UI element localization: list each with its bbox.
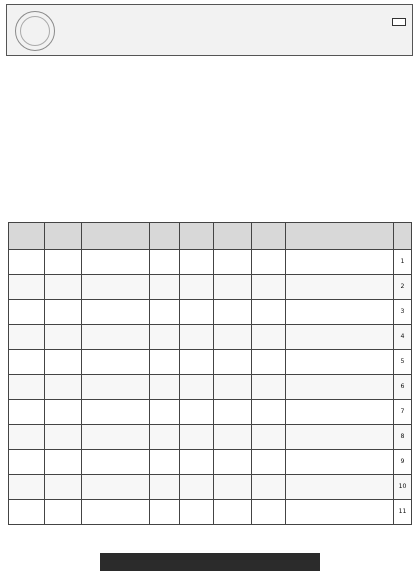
- cell-base-price: [82, 500, 150, 525]
- cell-row-number: 3: [394, 300, 412, 325]
- cell-address: [286, 450, 394, 475]
- cell-address: [286, 375, 394, 400]
- cell-usage: [214, 300, 252, 325]
- cell-base-price: [82, 450, 150, 475]
- properties-table-wrap: [8, 222, 411, 534]
- cell-usage: [214, 375, 252, 400]
- cell-usage: [214, 325, 252, 350]
- col-usage: [214, 223, 252, 250]
- table-row: [9, 400, 412, 425]
- cell-notes: [9, 500, 45, 525]
- cell-base-price: [82, 325, 150, 350]
- cell-file-no: [252, 400, 286, 425]
- cell-row-number: 11: [394, 500, 412, 525]
- cell-ownership: [180, 450, 214, 475]
- cell-base-price: [82, 250, 150, 275]
- col-file-no: [252, 223, 286, 250]
- cell-ownership: [180, 375, 214, 400]
- table-row: [9, 350, 412, 375]
- table-row: [9, 475, 412, 500]
- cell-usage: [214, 250, 252, 275]
- cell-file-no: [252, 350, 286, 375]
- cell-usage: [214, 475, 252, 500]
- cell-address: [286, 500, 394, 525]
- cell-notes: [9, 250, 45, 275]
- seal-icon: [15, 11, 55, 51]
- cell-conditions: [45, 350, 82, 375]
- cell-file-no: [252, 250, 286, 275]
- cell-notes: [9, 300, 45, 325]
- cell-address: [286, 275, 394, 300]
- col-notes: [9, 223, 45, 250]
- cell-area: [150, 425, 180, 450]
- cell-address: [286, 425, 394, 450]
- cell-base-price: [82, 425, 150, 450]
- cell-conditions: [45, 425, 82, 450]
- cell-row-number: 10: [394, 475, 412, 500]
- cell-conditions: [45, 475, 82, 500]
- cell-file-no: [252, 450, 286, 475]
- cell-file-no: [252, 375, 286, 400]
- cell-row-number: 4: [394, 325, 412, 350]
- cell-ownership: [180, 475, 214, 500]
- cell-base-price: [82, 300, 150, 325]
- table-header-row: [9, 223, 412, 250]
- cell-notes: [9, 350, 45, 375]
- cell-area: [150, 350, 180, 375]
- cell-address: [286, 250, 394, 275]
- cell-usage: [214, 350, 252, 375]
- cell-file-no: [252, 275, 286, 300]
- col-base-price: [82, 223, 150, 250]
- cell-notes: [9, 450, 45, 475]
- cell-conditions: [45, 400, 82, 425]
- cell-base-price: [82, 375, 150, 400]
- cell-area: [150, 250, 180, 275]
- cell-file-no: [252, 325, 286, 350]
- cell-address: [286, 350, 394, 375]
- cell-row-number: 7: [394, 400, 412, 425]
- table-row: [9, 450, 412, 475]
- cell-usage: [214, 450, 252, 475]
- cell-file-no: [252, 300, 286, 325]
- table-row: [9, 425, 412, 450]
- cell-base-price: [82, 475, 150, 500]
- publish-dates: [8, 539, 411, 551]
- cell-notes: [9, 475, 45, 500]
- cell-usage: [214, 425, 252, 450]
- cell-file-no: [252, 500, 286, 525]
- cell-row-number: 6: [394, 375, 412, 400]
- table-row: [9, 375, 412, 400]
- properties-table: [8, 222, 412, 525]
- cell-address: [286, 325, 394, 350]
- issuer-band: [100, 553, 320, 571]
- cell-row-number: 9: [394, 450, 412, 475]
- cell-notes: [9, 275, 45, 300]
- cell-row-number: 2: [394, 275, 412, 300]
- cell-usage: [214, 400, 252, 425]
- table-row: [9, 325, 412, 350]
- cell-notes: [9, 325, 45, 350]
- cell-conditions: [45, 375, 82, 400]
- table-row: [9, 500, 412, 525]
- cell-conditions: [45, 450, 82, 475]
- cell-area: [150, 275, 180, 300]
- cell-row-number: 8: [394, 425, 412, 450]
- cell-file-no: [252, 475, 286, 500]
- cell-base-price: [82, 400, 150, 425]
- cell-notes: [9, 375, 45, 400]
- cell-row-number: 5: [394, 350, 412, 375]
- cell-ownership: [180, 425, 214, 450]
- cell-base-price: [82, 275, 150, 300]
- col-row: [394, 223, 412, 250]
- cell-notes: [9, 425, 45, 450]
- cell-ownership: [180, 350, 214, 375]
- cell-ownership: [180, 325, 214, 350]
- table-row: [9, 250, 412, 275]
- cell-area: [150, 450, 180, 475]
- cell-file-no: [252, 425, 286, 450]
- cell-conditions: [45, 300, 82, 325]
- cell-ownership: [180, 500, 214, 525]
- cell-area: [150, 400, 180, 425]
- cell-address: [286, 400, 394, 425]
- cell-ownership: [180, 400, 214, 425]
- cell-row-number: 1: [394, 250, 412, 275]
- cell-conditions: [45, 250, 82, 275]
- cell-area: [150, 325, 180, 350]
- cell-conditions: [45, 275, 82, 300]
- table-row: [9, 300, 412, 325]
- cell-conditions: [45, 325, 82, 350]
- cell-ownership: [180, 275, 214, 300]
- notice-body: [8, 62, 411, 218]
- table-row: [9, 275, 412, 300]
- cell-ownership: [180, 250, 214, 275]
- col-ownership: [180, 223, 214, 250]
- cell-usage: [214, 500, 252, 525]
- table-body: [9, 250, 412, 525]
- cell-address: [286, 300, 394, 325]
- notice-header: [6, 4, 413, 56]
- cell-conditions: [45, 500, 82, 525]
- cell-notes: [9, 400, 45, 425]
- cell-address: [286, 475, 394, 500]
- cell-area: [150, 475, 180, 500]
- cell-area: [150, 500, 180, 525]
- col-address: [286, 223, 394, 250]
- round-badge: [392, 18, 406, 26]
- cell-ownership: [180, 300, 214, 325]
- col-area: [150, 223, 180, 250]
- cell-base-price: [82, 350, 150, 375]
- cell-usage: [214, 275, 252, 300]
- cell-area: [150, 375, 180, 400]
- cell-area: [150, 300, 180, 325]
- col-conditions: [45, 223, 82, 250]
